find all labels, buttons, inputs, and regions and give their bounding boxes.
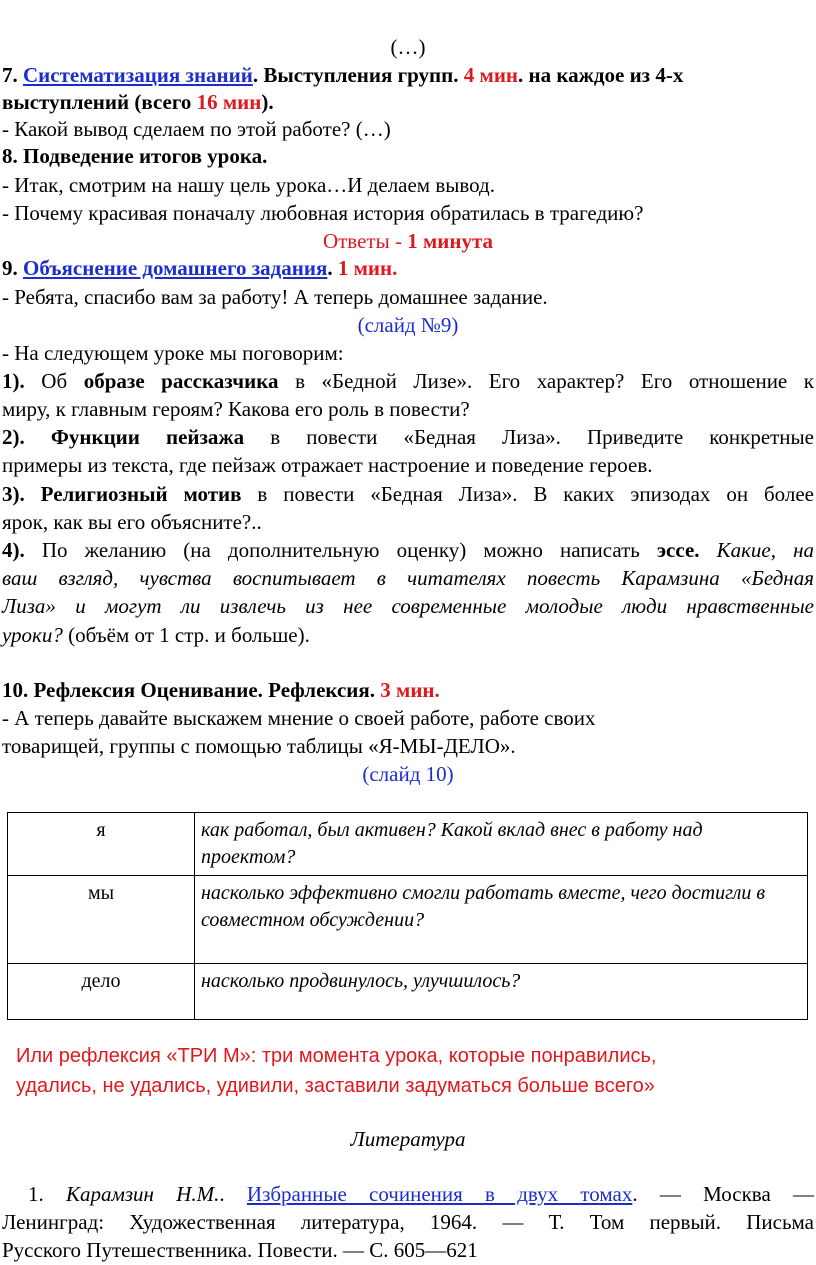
homework-4-line-4 bbox=[2, 621, 814, 650]
answers-time: 1 минута bbox=[407, 229, 494, 253]
ref-book-link[interactable]: Избранные сочинения в двух томах bbox=[246, 1182, 633, 1206]
ellipsis-line: (…) bbox=[390, 35, 426, 59]
table-row bbox=[8, 964, 808, 1020]
item-number: 3). bbox=[2, 482, 25, 506]
text: в повести «Бедная Лиза». В каких эпизодах он более bbox=[241, 482, 814, 506]
reference-1 bbox=[28, 1180, 814, 1209]
dot: . bbox=[252, 63, 259, 87]
text: . — Москва — bbox=[632, 1182, 815, 1206]
systematization-link[interactable]: Систематизация знаний bbox=[23, 63, 253, 87]
alt-reflection-line-2: удались, не удались, удивили, заставили задуматься больше всего» bbox=[16, 1075, 655, 1097]
table-row bbox=[8, 876, 808, 964]
section-7-text-2: . на каждое из 4-х bbox=[518, 63, 684, 87]
reference-1-line-3: Русского Путешественника. Повести. — С. 605—621 bbox=[2, 1238, 478, 1262]
reference-1-line-2: Ленинград: Художественная литература, 1964. — Т. Том первый. Письма bbox=[2, 1210, 814, 1234]
text: Об bbox=[24, 369, 84, 393]
bold-term: эссе. bbox=[656, 538, 700, 562]
table-key: дело bbox=[8, 964, 195, 1020]
item-number: 1). bbox=[2, 369, 25, 393]
table-value: насколько продвинулось, улучшилось? bbox=[195, 964, 808, 1020]
slide-10-label: (слайд 10) bbox=[362, 762, 454, 786]
section-8-heading: 8. Подведение итогов урока. bbox=[2, 144, 268, 168]
answers-line bbox=[2, 227, 814, 256]
table-key: я bbox=[8, 813, 195, 876]
bold-term: образе рассказчика bbox=[83, 369, 279, 393]
homework-4 bbox=[2, 536, 814, 565]
section-7-text: Выступления групп. bbox=[258, 63, 464, 87]
question-6: - А теперь давайте выскажем мнение о своей работе, работе своих bbox=[2, 706, 596, 730]
section-number: 7. bbox=[2, 63, 18, 87]
literature-heading: Литература bbox=[350, 1127, 466, 1151]
close-paren: ). bbox=[261, 90, 274, 114]
question-1: - Какой вывод сделаем по этой работе? (…) bbox=[2, 117, 391, 141]
question-3: - Почему красивая поначалу любовная история обратилась в трагедию? bbox=[2, 201, 644, 225]
reflection-table bbox=[7, 812, 808, 1020]
time-badge: 1 мин. bbox=[332, 256, 398, 280]
bold-term: Функции пейзажа bbox=[24, 425, 245, 449]
text: (объём от 1 стр. и больше). bbox=[62, 623, 310, 647]
homework-3-line-2: ярок, как вы его объясните?.. bbox=[2, 510, 262, 534]
question-5: - На следующем уроке мы поговорим: bbox=[2, 341, 344, 365]
bold-term: Религиозный мотив bbox=[24, 482, 242, 506]
dot: . bbox=[327, 256, 333, 280]
table-value: насколько эффективно смогли работать вместе, чего достигли в совместном обсуждении? bbox=[195, 876, 808, 964]
homework-link[interactable]: Объяснение домашнего задания bbox=[23, 256, 328, 280]
table-value: как работал, был активен? Какой вклад внес в работу над проектом? bbox=[195, 813, 808, 876]
section-7-line-2 bbox=[2, 88, 814, 117]
homework-1 bbox=[2, 367, 814, 396]
homework-2-line-2: примеры из текста, где пейзаж отражает настроение и поведение героев. bbox=[2, 453, 653, 477]
question-4: - Ребята, спасибо вам за работу! А теперь домашнее задание. bbox=[2, 285, 548, 309]
text: в повести «Бедная Лиза». Приведите конкретные bbox=[244, 425, 814, 449]
section-9-heading bbox=[2, 254, 814, 283]
ref-number: 1. bbox=[28, 1182, 44, 1206]
question-2: - Итак, смотрим на нашу цель урока…И делаем вывод. bbox=[2, 173, 495, 197]
homework-3 bbox=[2, 480, 814, 509]
time-badge: 4 мин bbox=[463, 63, 519, 87]
section-7-text-3: выступлений (всего bbox=[2, 90, 197, 114]
item-number: 4). bbox=[2, 538, 25, 562]
homework-2 bbox=[2, 423, 814, 452]
table-key: мы bbox=[8, 876, 195, 964]
homework-4-line-2: ваш взгляд, чувства воспитывает в читателях повесть Карамзина «Бедная bbox=[2, 566, 814, 590]
alt-reflection-line-1: Или рефлексия «ТРИ М»: три момента урока, которые понравились, bbox=[16, 1045, 657, 1067]
section-10-heading bbox=[2, 676, 814, 705]
section-title: 10. Рефлексия Оценивание. Рефлексия. bbox=[2, 678, 381, 702]
total-time: 16 мин bbox=[196, 90, 262, 114]
text: По желанию (на дополнительную оценку) можно написать bbox=[24, 538, 657, 562]
italic-text: Какие, на bbox=[699, 538, 814, 562]
table-row bbox=[8, 813, 808, 876]
question-6-line-2: товарищей, группы с помощью таблицы «Я-МЫ-ДЕЛО». bbox=[2, 734, 516, 758]
homework-1-line-2: миру, к главным героям? Какова его роль в повести? bbox=[2, 397, 470, 421]
text: в «Бедной Лизе». Его характер? Его отношение к bbox=[278, 369, 815, 393]
slide-9-label: (слайд №9) bbox=[357, 313, 459, 337]
item-number: 2). bbox=[2, 425, 25, 449]
dot: . bbox=[219, 1182, 247, 1206]
answers-label: Ответы - bbox=[322, 229, 408, 253]
section-7-heading bbox=[2, 61, 814, 90]
section-number: 9. bbox=[2, 256, 23, 280]
homework-4-line-3: Лиза» и могут ли извлечь из нее современные молодые люди нравственные bbox=[2, 594, 814, 618]
time-badge: 3 мин. bbox=[380, 678, 440, 702]
italic-text: уроки? bbox=[2, 623, 63, 647]
ref-author: Карамзин Н.М. bbox=[43, 1182, 220, 1206]
